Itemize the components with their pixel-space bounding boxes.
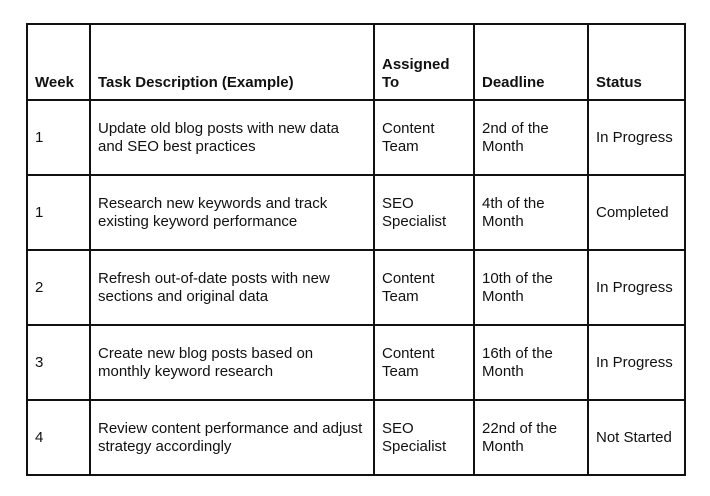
table-row bbox=[27, 400, 685, 475]
cell-week: 1 bbox=[27, 175, 90, 250]
cell-week: 4 bbox=[27, 400, 90, 475]
cell-week: 2 bbox=[27, 250, 90, 325]
cell-week: 3 bbox=[27, 325, 90, 400]
header-week: Week bbox=[27, 24, 90, 100]
header-status: Status bbox=[588, 24, 685, 100]
cell-status: In Progress bbox=[588, 100, 685, 175]
table-row bbox=[27, 100, 685, 175]
header-deadline: Deadline bbox=[474, 24, 588, 100]
cell-assigned-to: SEO Specialist bbox=[374, 175, 474, 250]
cell-assigned-to: Content Team bbox=[374, 325, 474, 400]
table-row bbox=[27, 175, 685, 250]
cell-deadline: 22nd of the Month bbox=[474, 400, 588, 475]
cell-deadline: 16th of the Month bbox=[474, 325, 588, 400]
cell-assigned-to: Content Team bbox=[374, 250, 474, 325]
cell-assigned-to: Content Team bbox=[374, 100, 474, 175]
cell-deadline: 4th of the Month bbox=[474, 175, 588, 250]
table-row bbox=[27, 325, 685, 400]
cell-deadline: 2nd of the Month bbox=[474, 100, 588, 175]
cell-status: In Progress bbox=[588, 250, 685, 325]
header-assigned-to: Assigned To bbox=[374, 24, 474, 100]
cell-task-description: Review content performance and adjust strategy accordingly bbox=[90, 400, 374, 475]
cell-week: 1 bbox=[27, 100, 90, 175]
content-schedule-table bbox=[26, 23, 686, 476]
cell-deadline: 10th of the Month bbox=[474, 250, 588, 325]
table-row bbox=[27, 250, 685, 325]
cell-task-description: Create new blog posts based on monthly keyword research bbox=[90, 325, 374, 400]
cell-task-description: Refresh out-of-date posts with new sections and original data bbox=[90, 250, 374, 325]
cell-status: Not Started bbox=[588, 400, 685, 475]
cell-assigned-to: SEO Specialist bbox=[374, 400, 474, 475]
cell-task-description: Research new keywords and track existing keyword performance bbox=[90, 175, 374, 250]
header-task-description: Task Description (Example) bbox=[90, 24, 374, 100]
cell-status: Completed bbox=[588, 175, 685, 250]
header-row bbox=[27, 24, 685, 100]
cell-status: In Progress bbox=[588, 325, 685, 400]
cell-task-description: Update old blog posts with new data and SEO best practices bbox=[90, 100, 374, 175]
